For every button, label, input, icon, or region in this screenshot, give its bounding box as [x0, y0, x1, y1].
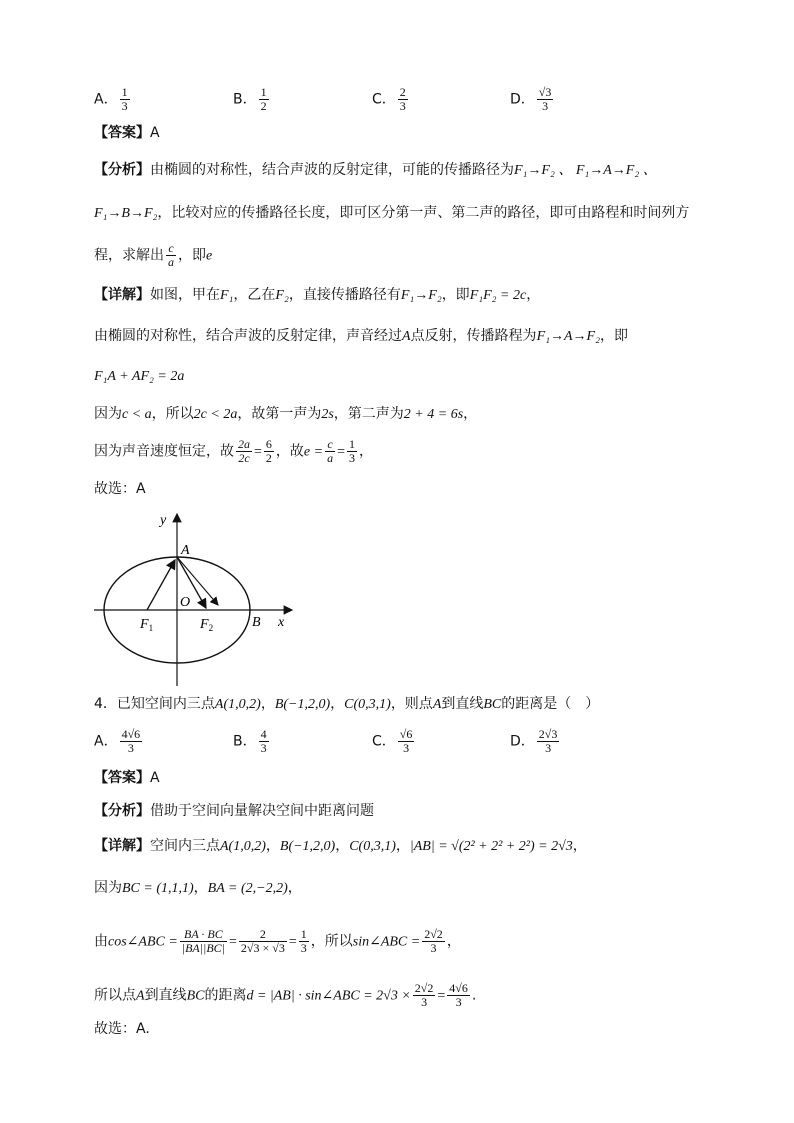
path-f1-to-a [147, 560, 175, 610]
f1-label: $F_1$ [140, 617, 154, 633]
q3-option-c: C． $\frac{2}{3}$ [372, 85, 406, 113]
q3-option-b: B． $\frac{1}{2}$ [233, 85, 267, 113]
q4-detail-line-4: 所以点A到直线BC的距离d = |AB| · sin∠ABC = 2√3 × $\frac{2√2}{3}$ = $\frac{4√6}{3}$ . [94, 981, 477, 1009]
q4-detail-line-1: 【详解】空间内三点A(1,0,2)，B(−1,2,0)，C(0,3,1)，|AB| = √(2² + 2² + 2²) = 2√3， [94, 838, 587, 854]
q3-detail-line-1: 【详解】如图，甲在F₁，乙在F₂，直接传播路径有F₁→F₂，即F₁F₂ = 2c， [94, 287, 541, 303]
q4-detail-line-2: 因为BC = (1,1,1)，BA = (2,−2,2)， [94, 880, 302, 896]
q3-option-a: A． $\frac{1}{3}$ [94, 85, 128, 113]
q4-option-b: B． $\frac{4}{3}$ [233, 727, 267, 755]
q4-answer: 【答案】A [94, 770, 160, 786]
q3-detail-line-5: 因为声音速度恒定，故 $\frac{2a}{2c}$ = $\frac{6}{2}$ ，故e = $\frac{c}{a}$ = $\frac{1}{3}$ ， [94, 437, 373, 465]
q3-option-d: D． $\frac{√3}{3}$ [510, 85, 552, 113]
q4-choose: 故选：A. [94, 1021, 150, 1037]
y-axis-label: y [160, 513, 167, 528]
q3-detail-line-4: 因为c < a，所以2c < 2a，故第一声为2s，第二声为2 + 4 = 6s， [94, 406, 478, 422]
q4-option-d: D． $\frac{2√3}{3}$ [510, 727, 558, 755]
point-b-label: B [252, 615, 261, 630]
q3-choose: 故选：A [94, 481, 146, 497]
q3-detail-line-2: 由椭圆的对称性，结合声波的反射定律，声音经过A点反射，传播路程为F₁→A→F₂，即 [94, 328, 628, 344]
q3-analysis-line-3: 程，求解出 $\frac{c}{a}$ ，即e [94, 241, 213, 269]
ellipse-figure [94, 510, 304, 686]
q3-analysis-line-1: 【分析】由椭圆的对称性，结合声波的反射定律，可能的传播路径为F₁→F₂ 、 F₁→A→F₂ 、 [94, 162, 657, 178]
q4-analysis: 【分析】借助于空间向量解决空间中距离问题 [94, 803, 374, 819]
q4-option-c: C． $\frac{√6}{3}$ [372, 727, 413, 755]
q3-detail-line-3: F₁A + AF₂ = 2a [94, 369, 185, 384]
q4-option-a: A． $\frac{4√6}{3}$ [94, 727, 141, 755]
q3-answer: 【答案】A [94, 125, 160, 141]
q4-stem: 4．已知空间内三点A(1,0,2)，B(−1,2,0)，C(0,3,1)，则点A到直线BC的距离是（ ） [94, 696, 600, 712]
x-axis-label: x [278, 615, 285, 630]
q4-detail-line-3: 由cos∠ABC = $\frac{BA \cdot BC}{|BA||BC|}$ = $\frac{2}{2√3 \times √3}$ = $\frac{1}{3}$ ，所以sin∠ABC = $\frac{2√2}{3}$ ， [94, 927, 461, 955]
point-a-label: A [181, 543, 190, 558]
f2-label: $F_2$ [200, 617, 214, 633]
q3-analysis-line-2: F₁→B→F₂，比较对应的传播路径长度，即可区分第一声、第二声的路径，即可由路程和时间列方 [94, 205, 690, 221]
origin-label: O [180, 595, 191, 610]
